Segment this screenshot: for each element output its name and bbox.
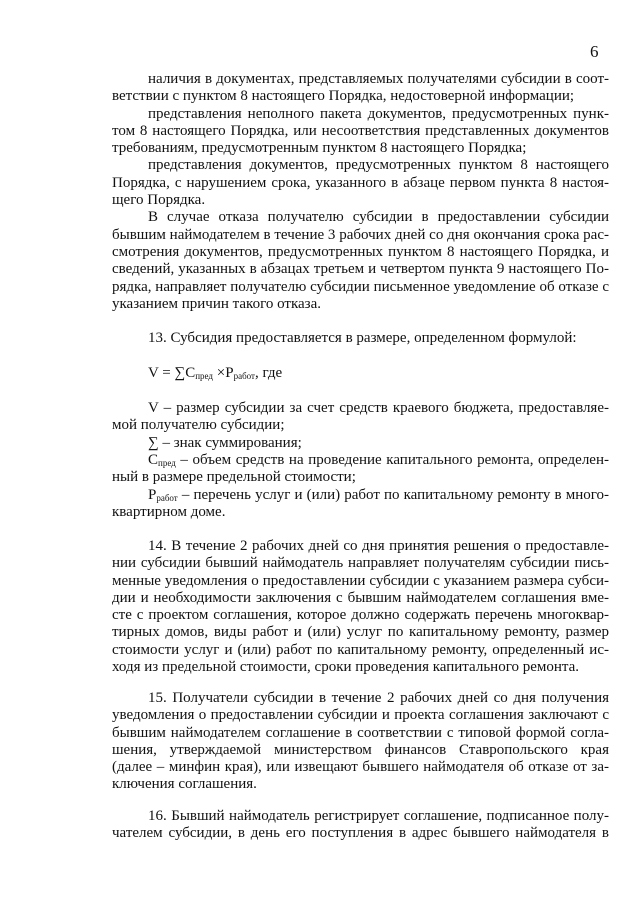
symbol: С [148,452,159,468]
text-line [112,487,609,504]
definition-text: – объем средств на проведение капитального ремонта, определен- [175,452,609,468]
text-line: ∑ – знак суммирования; [148,434,302,451]
text-line: тирных домов, виды работ и (или) услуг по капитальному ремонту, размер [112,624,609,641]
paragraph-14 [112,538,609,676]
text-line: ный в размере предельной стоимости; [112,469,356,486]
text-line: щего Порядка. [112,192,206,209]
text-line: Порядка, с нарушением срока, указанного в абзаце первом пункта 8 настоя- [112,174,609,191]
text-line: представления документов, предусмотренных пунктом 8 настоящего [148,157,609,174]
text-line: нии субсидии бывший наймодатель направляет получателям субсидии пись- [112,555,609,572]
text-line: требованиям, предусмотренным пунктом 8 настоящего Порядка; [112,140,527,157]
text-line: стоимости услуг и (или) работ по капитальному ремонту, определенный ис- [112,641,609,658]
text-line: ключения соглашения. [112,776,257,793]
text-line: ходя из предельной стоимости, сроки проведения капитального ремонта. [112,659,580,676]
text-line: В случае отказа получателю субсидии в предоставлении субсидии [148,209,609,226]
text-line: наличия в документах, представляемых получателями субсидии в соот- [148,71,609,87]
formula-definitions [112,400,609,452]
definition-prab [112,487,609,522]
text-line [112,452,609,469]
paragraph-15 [112,690,609,794]
definition-text: – перечень услуг и (или) работ по капитальному ремонту в много- [177,487,609,503]
text-line: менные уведомления о предоставлении субсидии с указанием размера субси- [112,572,609,589]
text-line: квартирном доме. [112,504,226,521]
symbol: Р [148,487,157,503]
text-line: шения, утверждаемой министерством финансов Ставропольского края [112,741,609,758]
formula-text: ×Р [213,365,234,381]
text-line: V – размер субсидии за счет средств краевого бюджета, предоставляе- [148,400,609,416]
text-line: 13. Субсидия предоставляется в размере, определенном формулой: [148,330,577,346]
text-line: рядка, направляет получателю субсидии письменное уведомление об отказе с [112,278,609,295]
text-line: представления неполного пакета документов, предусмотренных пунк- [148,105,609,122]
text-line: (далее – минфин края), или извещают бывшего наймодателя об отказе от за- [112,759,609,776]
formula-subscript: работ [156,493,178,503]
text-line: бывшим наймодателем в течение 3 рабочих дней со дня окончания срока рас- [112,226,609,243]
text-line: уведомления о предоставлении субсидии и проекта соглашения заключают с [112,707,609,724]
formula-line [112,365,609,382]
text-line: чателем субсидии, в день его поступления в адрес бывшего наймодателя в [112,825,609,842]
text-line: 15. Получатели субсидии в течение 2 рабочих дней со дня получения [148,690,609,706]
formula-subscript: работ [233,371,255,381]
text-line: ветствии с пунктом 8 настоящего Порядка, недостоверной информации; [112,88,575,105]
formula-text: V = ∑С [148,365,196,381]
definition-cpred [112,452,609,487]
text-line: сте с проектом соглашения, которое должно содержать перечень многоквар- [112,607,609,624]
text-line: сведений, указанных в абзацах третьем и четвертом пункта 9 настоящего По- [112,261,609,278]
text-line: 14. В течение 2 рабочих дней со дня принятия решения о предоставле- [148,538,609,554]
text-line: 16. Бывший наймодатель регистрирует соглашение, подписанное полу- [148,808,609,824]
formula [112,365,609,382]
text-line: мой получателю субсидии; [112,417,285,434]
text-line: указанием причин такого отказа. [112,295,322,312]
text-line: том 8 настоящего Порядка, или несоответствия представленных документов [112,122,609,139]
paragraph-13 [112,330,609,347]
text-line: дии и необходимости заключения с бывшим наймодателем соглашения вме- [112,589,609,606]
paragraph-16 [112,808,609,843]
paragraph-refusal-grounds [112,71,609,313]
formula-subscript: пред [195,371,214,381]
text-line: бывшим наймодателем соглашение в соответствии с типовой формой согла- [112,724,609,741]
formula-text: , где [254,365,283,381]
page-number: 6 [590,42,599,61]
text-line: смотрения документов, предусмотренных пунктом 8 настоящего Порядка, и [112,243,609,260]
formula-subscript: пред [158,458,176,468]
